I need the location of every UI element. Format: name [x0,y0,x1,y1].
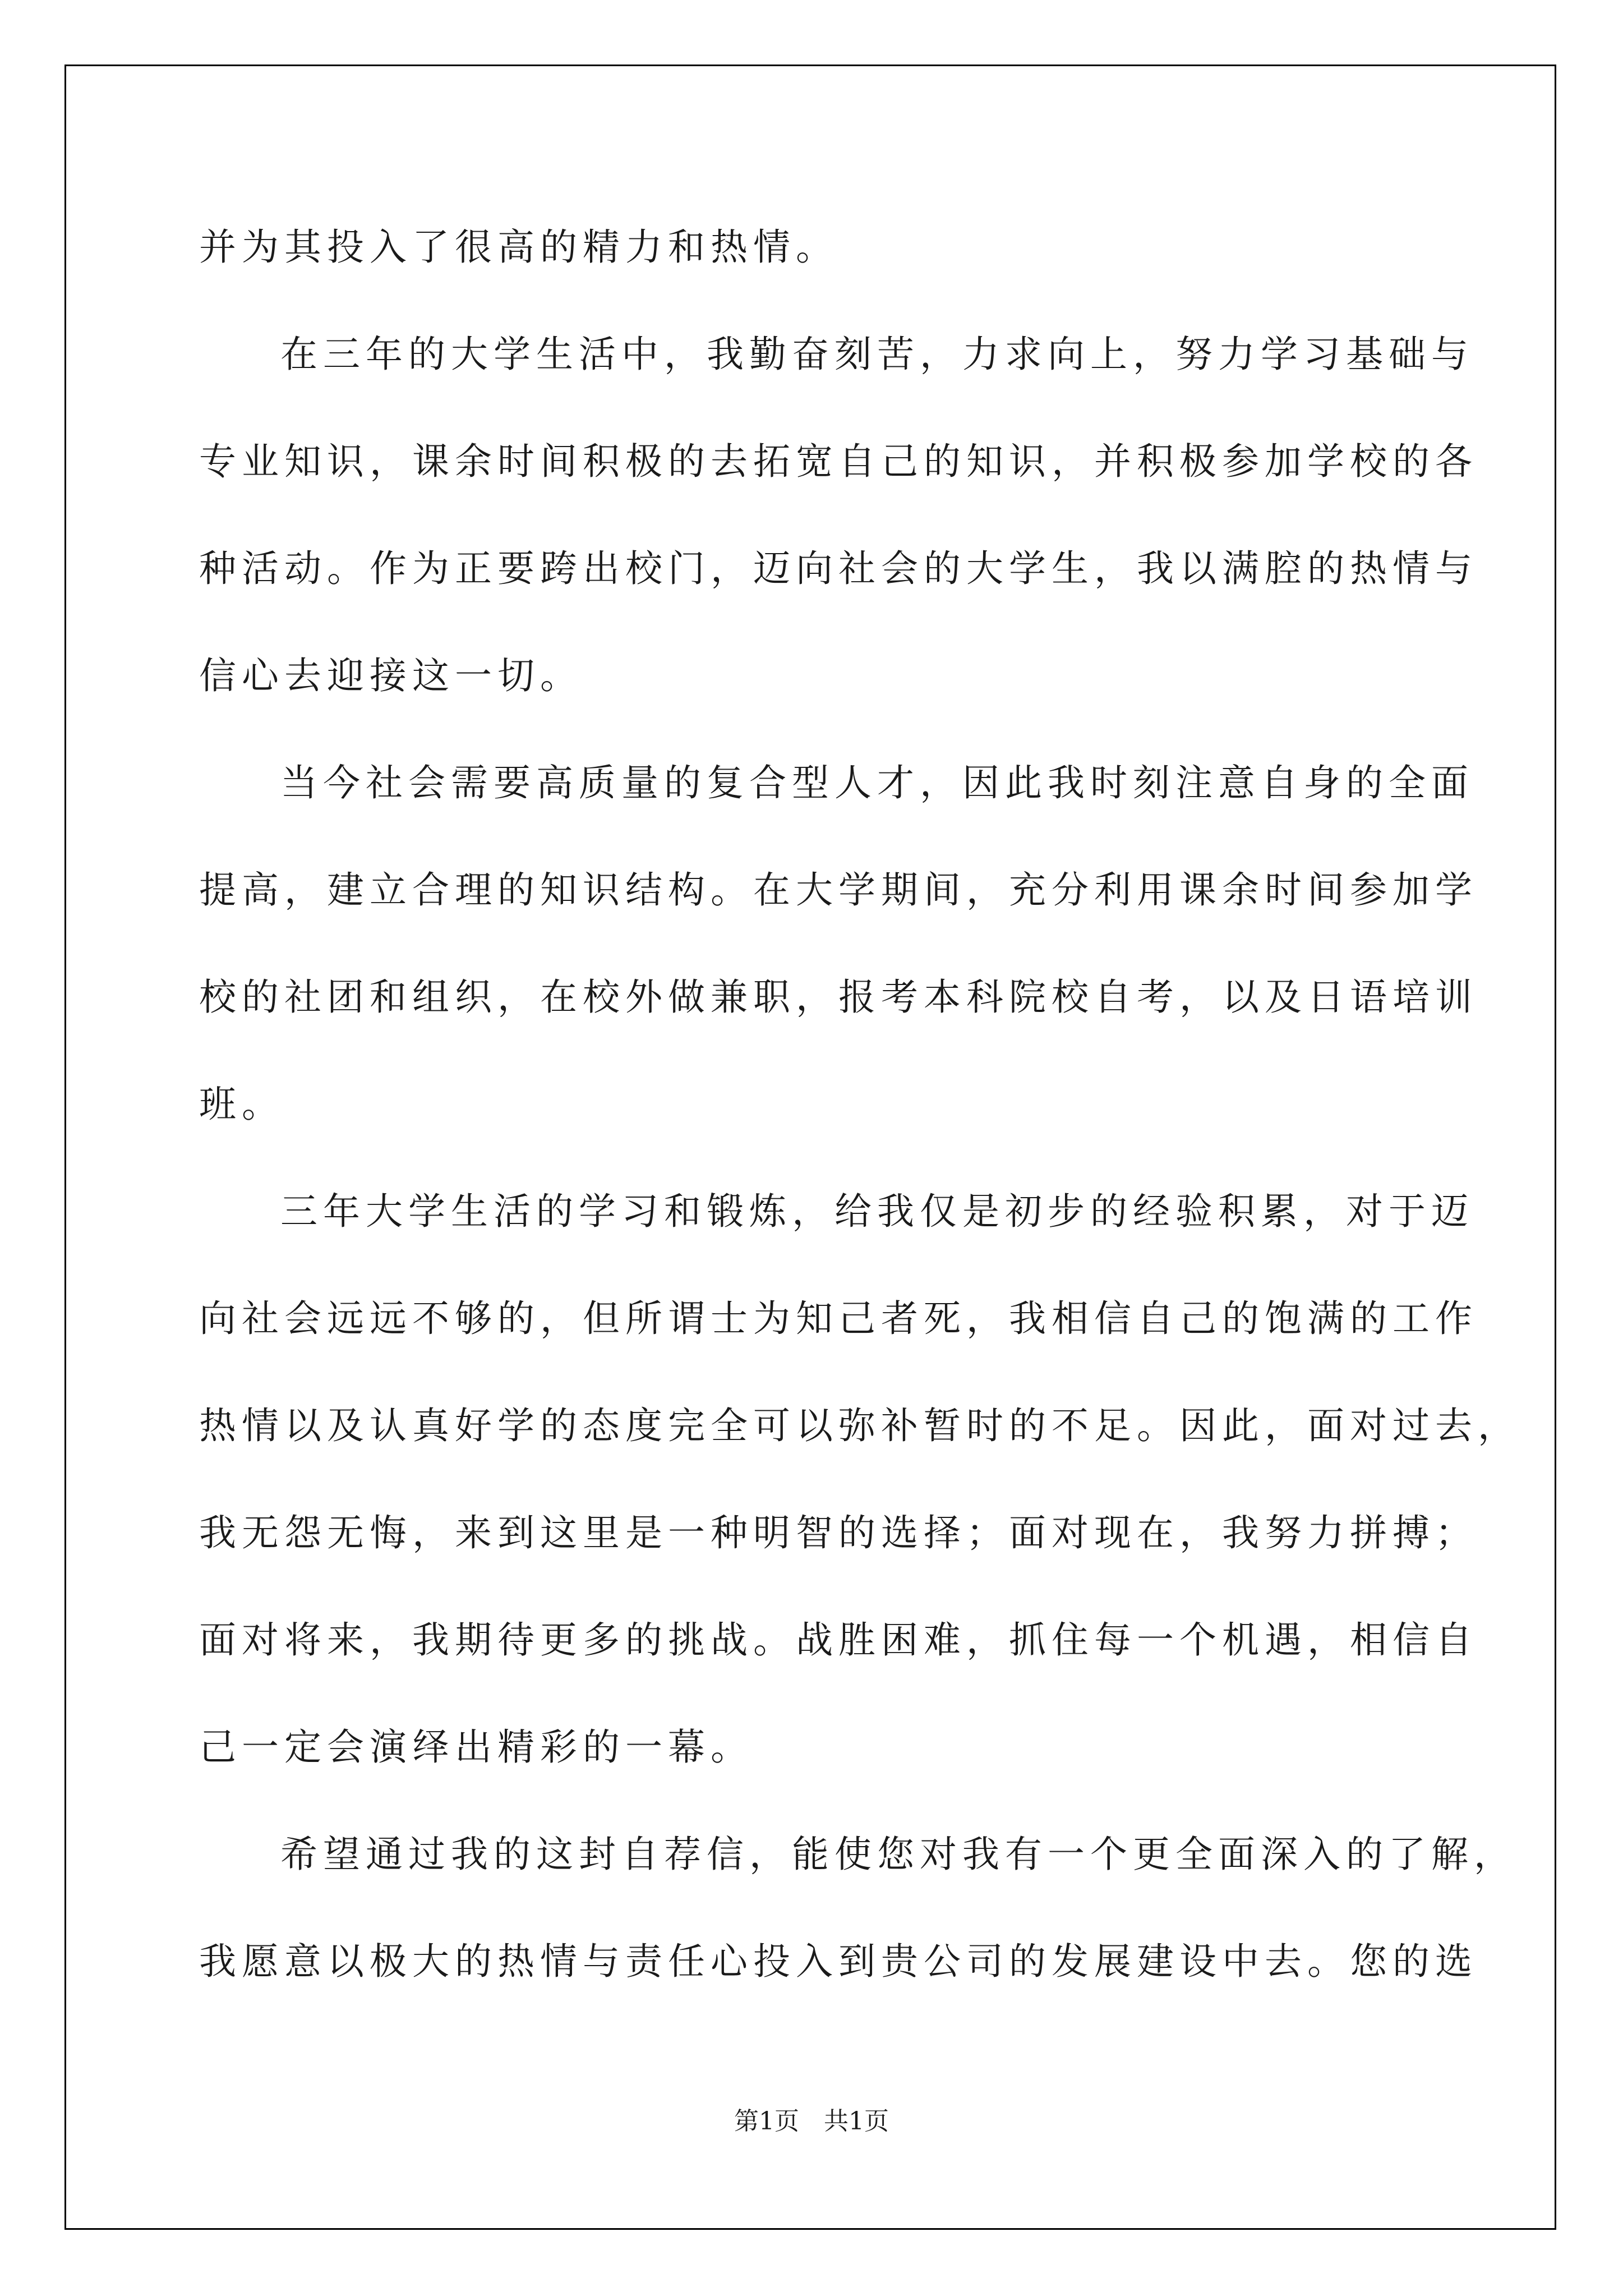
text-line: 希望通过我的这封自荐信，能使您对我有一个更全面深入的了解， [280,1833,1516,1876]
text-line: 我无怨无悔，来到这里是一种明智的选择；面对现在，我努力拼搏； [199,1511,1478,1554]
text-line: 种活动。作为正要跨出校门，迈向社会的大学生，我以满腔的热情与 [199,547,1478,590]
text-line: 三年大学生活的学习和锻炼，给我仅是初步的经验积累，对于迈 [280,1190,1474,1233]
text-line: 己一定会演绎出精彩的一幕。 [199,1726,753,1769]
text-line: 并为其投入了很高的精力和热情。 [199,226,838,269]
text-line: 热情以及认真好学的态度完全可以弥补暂时的不足。因此，面对过去， [199,1404,1520,1447]
text-line: 向社会远远不够的，但所谓士为知己者死，我相信自己的饱满的工作 [199,1297,1478,1340]
text-line: 面对将来，我期待更多的挑战。战胜困难，抓住每一个机遇，相信自 [199,1618,1478,1662]
text-line: 专业知识，课余时间积极的去拓宽自己的知识，并积极参加学校的各 [199,440,1478,483]
text-line: 班。 [199,1083,284,1126]
text-line: 我愿意以极大的热情与责任心投入到贵公司的发展建设中去。您的选 [199,1940,1478,1983]
text-line: 当今社会需要高质量的复合型人才，因此我时刻注意自身的全面 [280,761,1474,804]
text-line: 校的社团和组织，在校外做兼职，报考本科院校自考，以及日语培训 [199,976,1478,1019]
text-line: 提高，建立合理的知识结构。在大学期间，充分利用课余时间参加学 [199,868,1478,912]
text-line: 信心去迎接这一切。 [199,654,583,697]
page-footer: 第1页 共1页 [734,2107,889,2136]
text-line: 在三年的大学生活中，我勤奋刻苦，力求向上，努力学习基础与 [280,333,1474,376]
document-body [199,194,1520,2015]
